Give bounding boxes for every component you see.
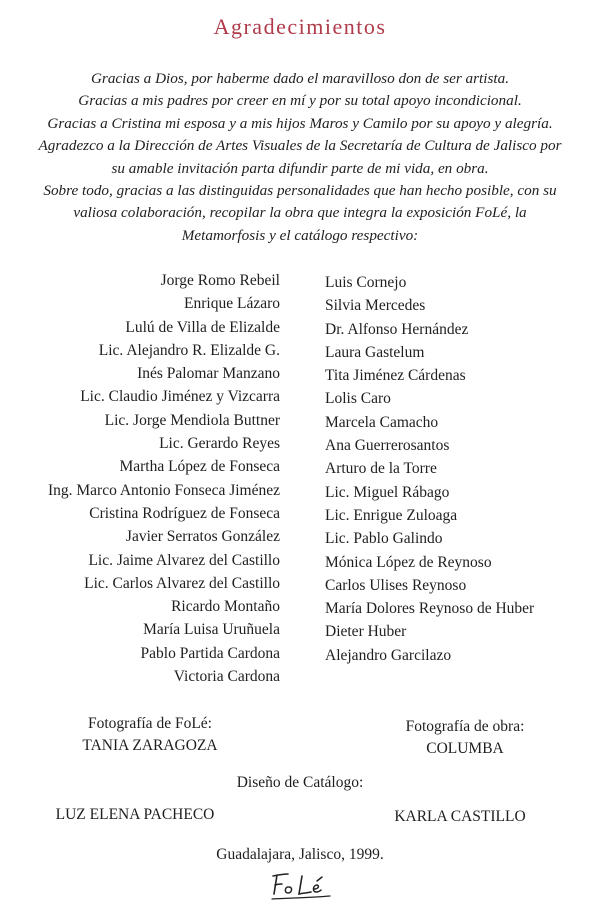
work-photo-label: Fotografía de obra: <box>405 718 525 735</box>
name-item: Lolis Caro <box>325 390 391 408</box>
name-item: Lic. Carlos Alvarez del Castillo <box>84 574 280 592</box>
name-item: Lic. Jorge Mendiola Buttner <box>104 411 280 429</box>
work-photo-name: COLUMBA <box>426 740 504 757</box>
name-item: Lic. Gerardo Reyes <box>159 435 280 453</box>
intro-line: valiosa colaboración, recopilar la obra que integra la exposición FoLé, la <box>73 204 527 222</box>
name-item: Marcela Camacho <box>325 413 439 431</box>
name-item: Mónica López de Reynoso <box>325 553 492 571</box>
name-item: Enrique Lázaro <box>184 295 280 313</box>
work-photo-credit <box>360 716 570 760</box>
name-item: Ing. Marco Antonio Fonseca Jiménez <box>47 481 280 499</box>
intro-line: Gracias a Dios, por haberme dado el maravilloso don de ser artista. <box>90 70 510 87</box>
signature-icon <box>268 868 338 904</box>
name-item: Inés Palomar Manzano <box>137 365 280 383</box>
fole-photo-credit <box>40 713 260 757</box>
names-left-column <box>0 269 280 688</box>
name-item: Lic. Claudio Jiménez y Vizcarra <box>80 388 280 406</box>
name-item: María Luisa Uruñuela <box>143 621 280 639</box>
name-item: Silvia Mercedes <box>325 297 426 315</box>
name-item: Luis Cornejo <box>325 274 407 291</box>
designer-name: KARLA CASTILLO <box>394 808 526 825</box>
name-item: Victoria Cardona <box>173 668 280 686</box>
name-item: Lic. Alejandro R. Elizalde G. <box>98 341 280 359</box>
place-date: Guadalajara, Jalisco, 1999. <box>216 846 384 863</box>
name-item: Ana Guerrerosantos <box>325 437 450 455</box>
name-item: Cristina Rodríguez de Fonseca <box>89 504 280 522</box>
intro-line: Metamorfosis y el catálogo respectivo: <box>181 226 419 244</box>
name-item: Ricardo Montaño <box>171 598 280 616</box>
name-item: Lic. Enrigue Zuloaga <box>325 506 458 524</box>
name-item: María Dolores Reynoso de Huber <box>325 600 535 618</box>
name-item: Jorge Romo Rebeil <box>160 272 280 289</box>
fole-photo-label: Fotografía de FoLé: <box>88 715 212 732</box>
page-title: Agradecimientos <box>213 14 387 39</box>
name-item: Dieter Huber <box>325 623 407 641</box>
fole-photo-name: TANIA ZARAGOZA <box>82 737 218 754</box>
intro-line: Sobre todo, gracias a las distinguidas personalidades que han hecho posible, con su <box>43 182 557 200</box>
intro-line: Agradezco a la Dirección de Artes Visuales de la Secretaría de Cultura de Jalisco por <box>38 137 562 155</box>
intro-line: Gracias a mis padres por creer en mí y por su total apoyo incondicional. <box>78 92 522 110</box>
name-item: Martha López de Fonseca <box>119 458 280 476</box>
names-right-column <box>325 271 600 667</box>
name-item: Laura Gastelum <box>325 343 425 361</box>
intro-line: Gracias a Cristina mi esposa y a mis hijos Maros y Camilo por su apoyo y alegría. <box>47 114 553 132</box>
name-item: Lic. Pablo Galindo <box>325 530 443 548</box>
name-item: Javier Serratos González <box>125 528 280 546</box>
name-item: Pablo Partida Cardona <box>140 644 280 662</box>
intro-paragraph <box>10 68 590 247</box>
name-item: Tita Jiménez Cárdenas <box>325 367 466 385</box>
intro-line: su amable invitación parta difundir parte de mi vida, en obra. <box>111 159 489 177</box>
name-item: Arturo de la Torre <box>325 460 437 478</box>
designer-name: LUZ ELENA PACHECO <box>55 806 215 823</box>
name-item: Carlos Ulises Reynoso <box>325 576 467 594</box>
name-item: Lulú de Villa de Elizalde <box>125 318 280 336</box>
name-item: Alejandro Garcilazo <box>325 646 452 664</box>
catalog-design-label: Diseño de Catálogo: <box>236 774 364 791</box>
name-item: Dr. Alfonso Hernández <box>325 320 469 338</box>
name-item: Lic. Miguel Rábago <box>325 483 450 501</box>
name-item: Lic. Jaime Alvarez del Castillo <box>88 551 280 569</box>
